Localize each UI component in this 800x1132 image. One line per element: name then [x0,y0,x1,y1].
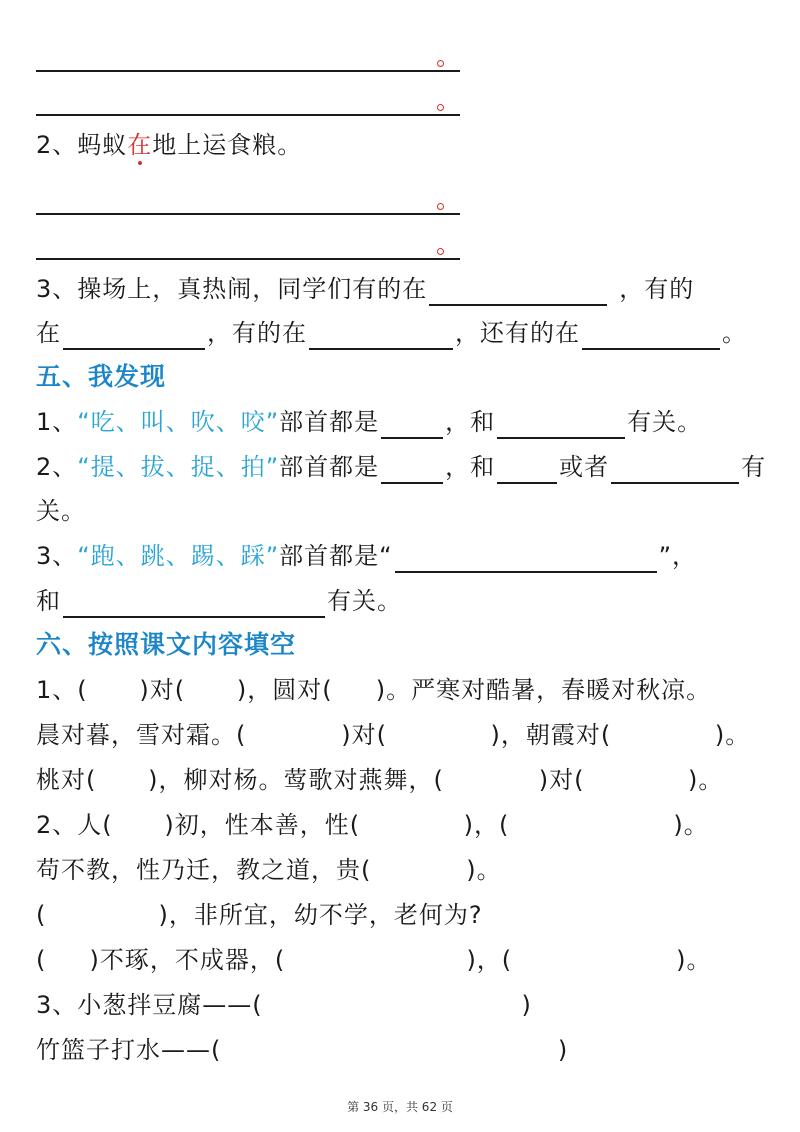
period-circle-icon [437,203,444,210]
question-5-2 [36,450,766,484]
q-text: ，还有的在 [455,319,580,347]
answer-line [36,70,460,72]
question-6-line: 晨对暮，雪对霜。( )对( )，朝霞对( )。 [36,721,751,749]
question-5-2-cont: 关。 [36,497,86,525]
fill-blank[interactable] [582,322,720,350]
q-text: 部首都是“ [279,542,393,570]
q-text: 有关。 [627,408,703,436]
q-text: 部首都是 [279,408,380,436]
question-6-line: 2、人( )初，性本善，性( )，( )。 [36,811,709,839]
question-5-3-cont [36,584,402,618]
q-text: 有 [741,453,767,481]
q-text: 。 [722,319,747,347]
q-text: 和 [36,587,61,615]
fill-blank[interactable] [63,322,205,350]
q-text: ，有的在 [207,319,307,347]
example-words: “跑、跳、踢、踩” [77,542,280,570]
fill-blank[interactable] [429,278,607,306]
fill-blank[interactable] [309,322,453,350]
q-text: ”， [658,542,698,570]
answer-line [36,258,460,260]
q-text: 或者 [559,453,610,481]
fill-blank[interactable] [381,456,443,484]
period-circle-icon [437,60,444,67]
question-6-line: 3、小葱拌豆腐——( ) [36,991,532,1019]
period-circle-icon [437,104,444,111]
fill-blank[interactable] [611,456,739,484]
page-footer: 第 36 页，共 62 页 [347,1100,453,1114]
answer-line [36,114,460,116]
q-text: 地上运食粮。 [152,131,303,159]
q-text: ，和 [445,453,496,481]
fill-blank[interactable] [63,590,325,618]
q-text: 3、操场上，真热闹，同学们有的在 [36,275,428,303]
q-number: 2、 [36,453,78,481]
fill-blank[interactable] [497,411,625,439]
question-6-line: ( )不琢，不成器，( )，( )。 [36,946,712,974]
question-5-1 [36,405,702,439]
question-4-3-line1 [36,272,694,306]
q-text: 有关。 [327,587,402,615]
example-words: “提、拔、捉、拍” [77,453,280,481]
q-text: ，有的 [619,275,695,303]
section-heading-6: 六、按照课文内容填空 [36,630,297,659]
question-4-3-line2 [36,316,747,350]
question-6-line: 苟不教，性乃迁，教之道，贵( )。 [36,856,502,884]
q-text: ，和 [445,408,496,436]
question-6-line: ( )，非所宜，幼不学，老何为? [36,901,483,929]
q-number: 2、 [36,131,78,159]
question-4-2 [36,128,302,162]
q-text: 在 [36,319,61,347]
fill-blank[interactable] [497,456,557,484]
q-number: 1、 [36,408,78,436]
emphasis-dot-icon [138,161,142,165]
question-6-line: 1、( )对( )，圆对( )。严寒对酷暑，春暖对秋凉。 [36,676,712,704]
answer-line [36,213,460,215]
question-6-line: 桃对( )，柳对杨。莺歌对燕舞，( )对( )。 [36,766,724,794]
q-text: 部首都是 [279,453,380,481]
question-6-line: 竹篮子打水——( ) [36,1036,569,1064]
section-heading-5: 五、我发现 [36,362,167,391]
question-5-3 [36,539,697,573]
q-number: 3、 [36,542,78,570]
fill-blank[interactable] [381,411,443,439]
fill-blank[interactable] [395,545,657,573]
example-words: “吃、叫、吹、咬” [77,408,280,436]
period-circle-icon [437,248,444,255]
highlight-char: 在 [127,131,152,159]
q-text: 蚂蚁 [77,131,128,159]
